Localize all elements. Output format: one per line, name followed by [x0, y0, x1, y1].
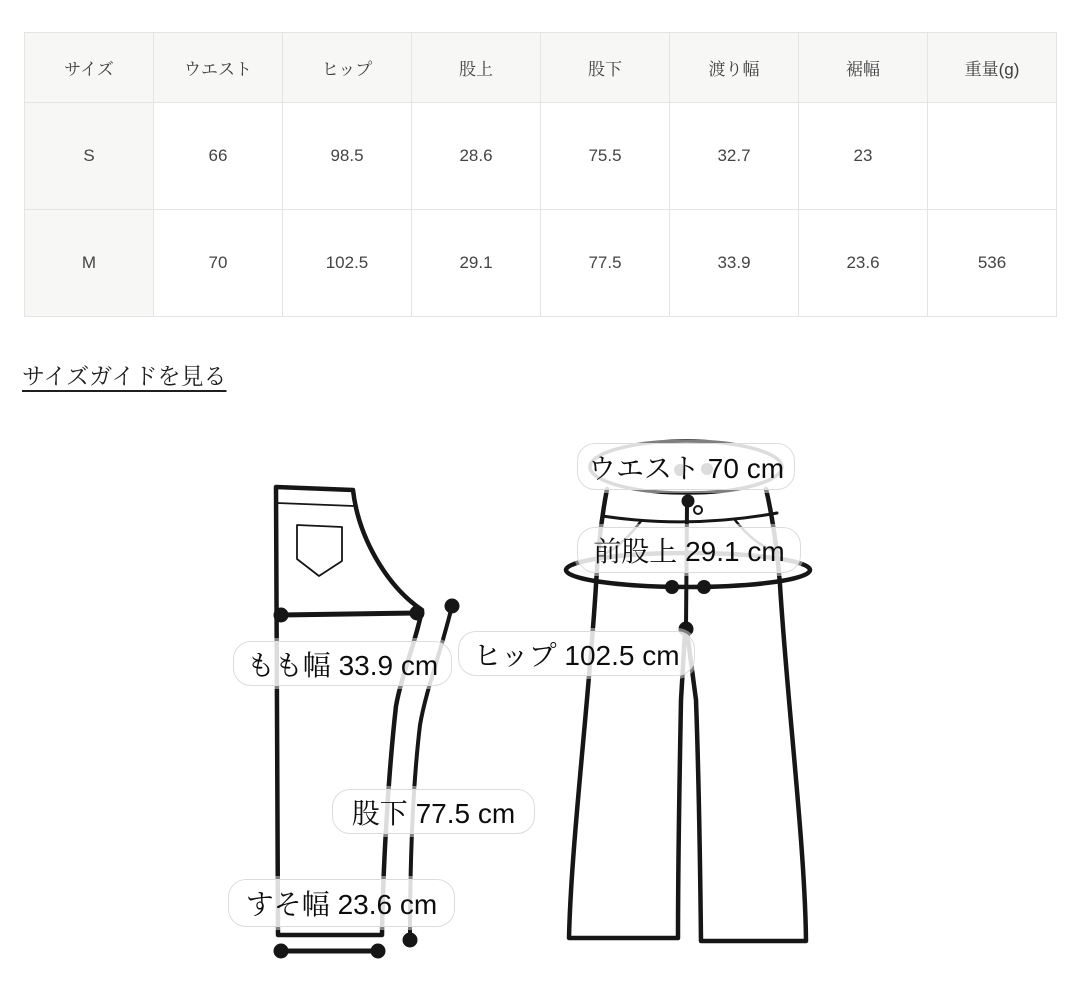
cell-m-thigh-width: 33.9 — [670, 210, 799, 317]
back-pocket-icon — [297, 525, 342, 576]
label-waist: ウエスト 70 cm — [577, 443, 795, 490]
cell-s-waist: 66 — [154, 103, 283, 210]
cell-m-rise: 29.1 — [412, 210, 541, 317]
header-inseam: 股下 — [541, 33, 670, 103]
label-hem: すそ幅 23.6 cm — [228, 879, 455, 927]
table-header-row — [25, 33, 1057, 103]
table-row-s — [25, 103, 1057, 210]
hip-measure-dot-left — [665, 580, 679, 594]
cell-m-weight: 536 — [928, 210, 1057, 317]
header-hip: ヒップ — [283, 33, 412, 103]
thigh-measure-line — [274, 606, 424, 622]
label-inseam: 股下 77.5 cm — [332, 789, 535, 834]
cell-s-hip: 98.5 — [283, 103, 412, 210]
cell-m-size: M — [25, 210, 154, 317]
cell-s-rise: 28.6 — [412, 103, 541, 210]
header-waist: ウエスト — [154, 33, 283, 103]
header-rise: 股上 — [412, 33, 541, 103]
cell-m-waist: 70 — [154, 210, 283, 317]
buttonhole-icon — [694, 506, 702, 514]
waistband-line — [277, 503, 354, 506]
header-thigh-width: 渡り幅 — [670, 33, 799, 103]
label-front-rise: 前股上 29.1 cm — [577, 527, 801, 573]
size-spec-table — [24, 32, 1057, 317]
hem-measure-line — [274, 944, 385, 958]
cell-s-weight — [928, 103, 1057, 210]
cell-m-inseam: 77.5 — [541, 210, 670, 317]
pants-diagram — [0, 400, 1080, 1001]
header-hem-width: 裾幅 — [799, 33, 928, 103]
label-hip: ヒップ 102.5 cm — [458, 631, 695, 676]
header-size: サイズ — [25, 33, 154, 103]
size-guide-link[interactable]: サイズガイドを見る — [22, 363, 227, 389]
table-row-m — [25, 210, 1057, 317]
pants-front-view — [566, 441, 810, 941]
cell-m-hem-width: 23.6 — [799, 210, 928, 317]
cell-m-hip: 102.5 — [283, 210, 412, 317]
front-waistband-line — [602, 513, 777, 522]
cell-s-thigh-width: 32.7 — [670, 103, 799, 210]
cell-s-inseam: 75.5 — [541, 103, 670, 210]
cell-s-hem-width: 23 — [799, 103, 928, 210]
hip-measure-dot-right — [697, 580, 711, 594]
cell-s-size: S — [25, 103, 154, 210]
header-weight: 重量(g) — [928, 33, 1057, 103]
label-thigh: もも幅 33.9 cm — [233, 641, 452, 686]
